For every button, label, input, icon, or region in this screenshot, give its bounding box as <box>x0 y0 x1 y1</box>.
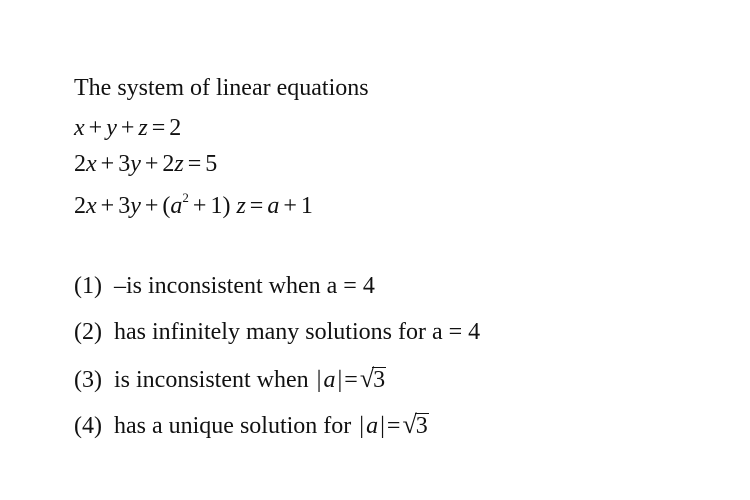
square-root <box>358 366 386 393</box>
variable-z: z <box>138 115 148 141</box>
option-text: is inconsistent when <box>113 367 309 393</box>
variable-y: y <box>130 193 141 219</box>
option-text: –is inconsistent when a = 4 <box>113 273 375 299</box>
equals-operator: = <box>187 151 202 177</box>
variable-a: a <box>323 367 336 393</box>
equals-operator: = <box>386 413 401 439</box>
option-text: has infinitely many solutions for a = 4 <box>113 319 481 345</box>
plus-operator: + <box>100 151 115 177</box>
equation-rhs: 5 <box>205 151 218 177</box>
variable-y: y <box>106 115 117 141</box>
plus-operator: + <box>144 193 159 219</box>
equation-rhs: 1 <box>300 193 313 219</box>
square-root <box>400 412 428 439</box>
variable-z: z <box>236 193 246 219</box>
variable-a: a <box>267 193 280 219</box>
option-text: has a unique solution for <box>113 413 352 439</box>
option-number: (2) <box>74 319 102 345</box>
coefficient: 2 <box>162 151 175 177</box>
equation-rhs: 2 <box>169 115 182 141</box>
plus-operator: + <box>120 115 135 141</box>
constant-one: 1 <box>210 193 223 219</box>
equation-1 <box>74 116 181 140</box>
plus-operator: + <box>100 193 115 219</box>
abs-bar-left: | <box>359 413 365 439</box>
equals-operator: = <box>344 367 358 393</box>
option-number: (1) <box>74 273 102 299</box>
radicand: 3 <box>373 367 386 393</box>
plus-operator: + <box>88 115 103 141</box>
radical-icon: √ <box>359 364 375 393</box>
question-intro: The system of linear equations <box>74 75 369 101</box>
equals-operator: = <box>249 193 264 219</box>
coefficient: 3 <box>118 151 131 177</box>
equation-2 <box>74 152 217 176</box>
equals-operator: = <box>151 115 166 141</box>
plus-operator: + <box>144 151 159 177</box>
plus-operator: + <box>283 193 297 219</box>
option-number: (3) <box>74 367 102 393</box>
coefficient: 2 <box>74 151 86 177</box>
coefficient: 3 <box>118 193 131 219</box>
variable-a: a <box>170 193 183 219</box>
plus-operator: + <box>192 193 207 219</box>
option-1[interactable] <box>74 274 375 298</box>
variable-x: x <box>74 115 85 141</box>
option-2[interactable] <box>74 320 480 344</box>
abs-bar-right: | <box>380 413 385 439</box>
variable-x: x <box>86 151 97 177</box>
radicand: 3 <box>415 413 428 439</box>
option-number: (4) <box>74 413 102 439</box>
abs-bar-right: | <box>337 367 343 393</box>
abs-bar-left: | <box>316 367 322 393</box>
exponent: 2 <box>182 190 189 205</box>
option-3[interactable] <box>74 366 386 393</box>
radical-icon: √ <box>402 410 417 439</box>
variable-a: a <box>366 413 379 439</box>
variable-y: y <box>130 151 141 177</box>
close-paren: ) <box>222 193 231 219</box>
coefficient: 2 <box>74 193 86 219</box>
variable-z: z <box>174 151 184 177</box>
option-4[interactable] <box>74 412 429 439</box>
variable-x: x <box>86 193 97 219</box>
open-paren: ( <box>162 193 171 219</box>
equation-3 <box>74 190 313 219</box>
